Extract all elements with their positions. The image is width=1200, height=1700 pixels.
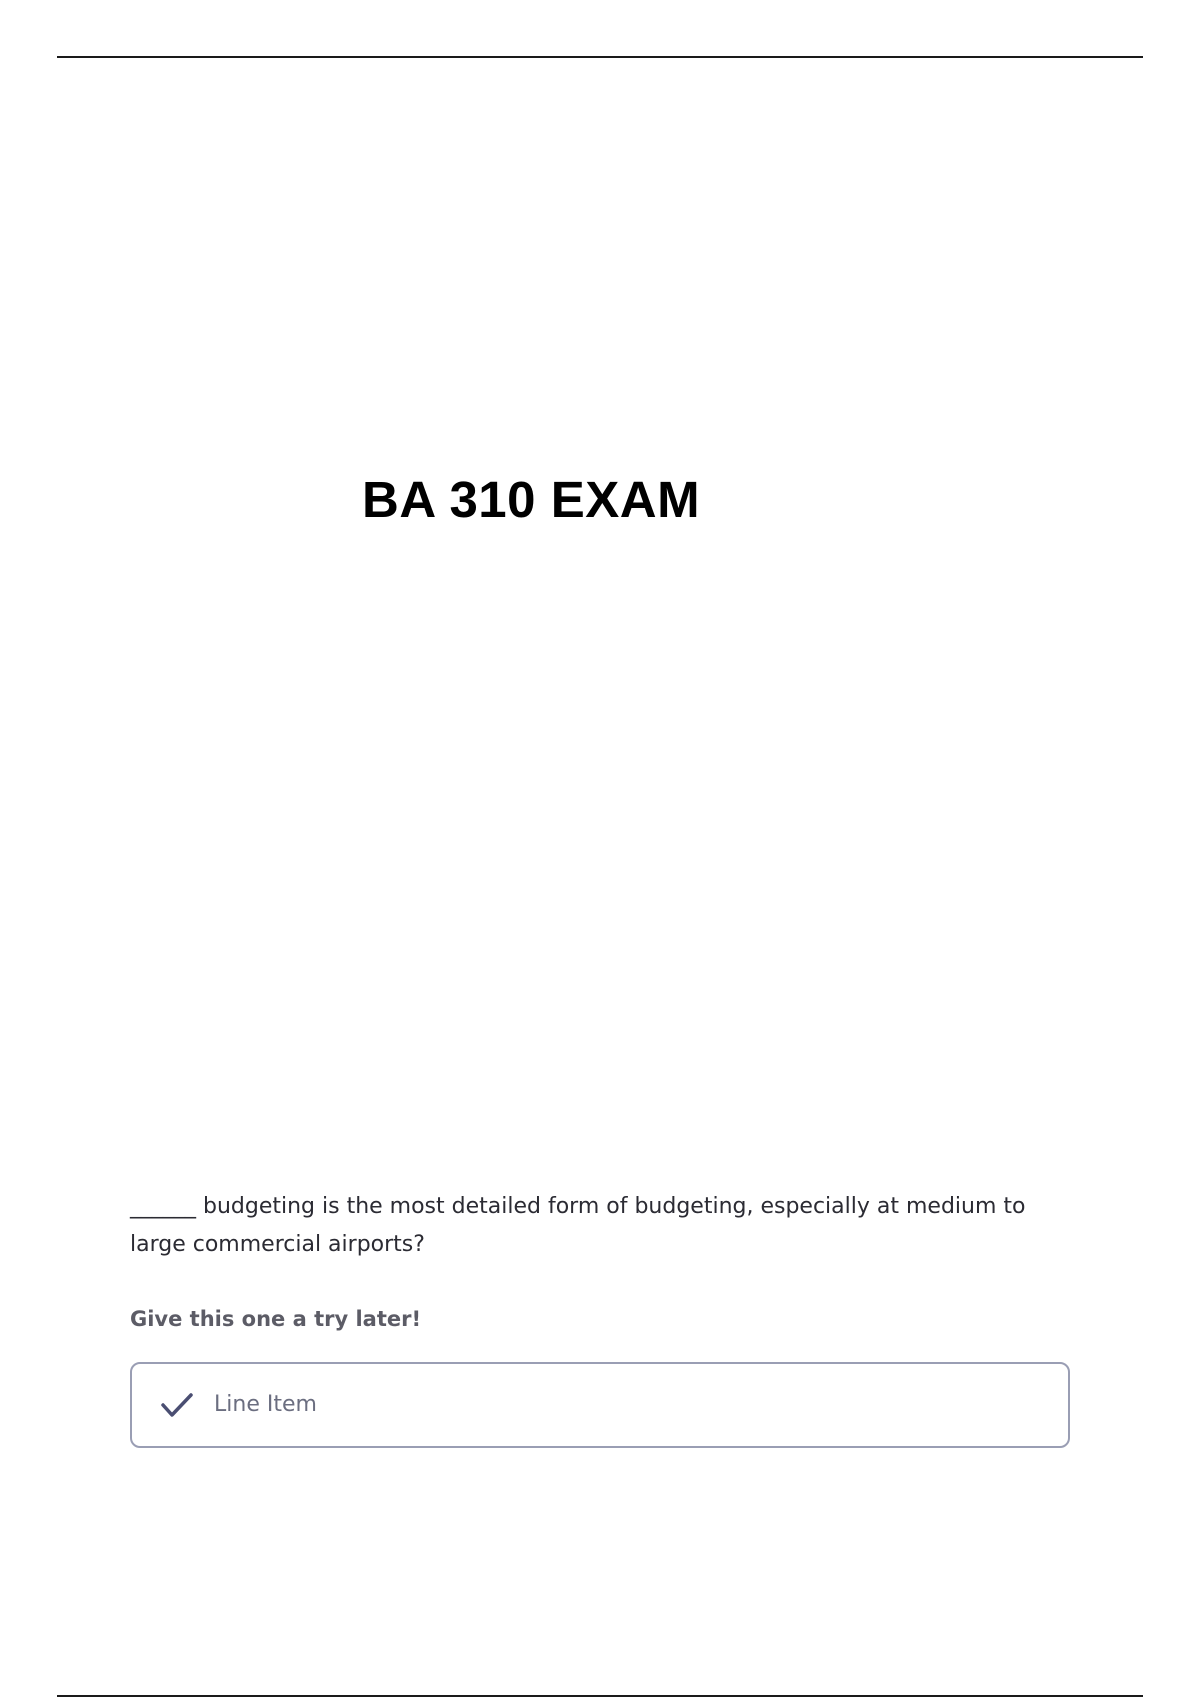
hint-text: Give this one a try later! [130, 1307, 422, 1331]
answer-option[interactable] [130, 1362, 1070, 1448]
top-rule [57, 56, 1143, 58]
check-icon [160, 1390, 194, 1420]
answer-label: Line Item [214, 1392, 317, 1417]
question-text: ______ budgeting is the most detailed form of budgeting, especially at medium to large commercial airports? [130, 1194, 1026, 1257]
bottom-rule [57, 1695, 1143, 1697]
page-title: BA 310 EXAM [362, 471, 701, 528]
